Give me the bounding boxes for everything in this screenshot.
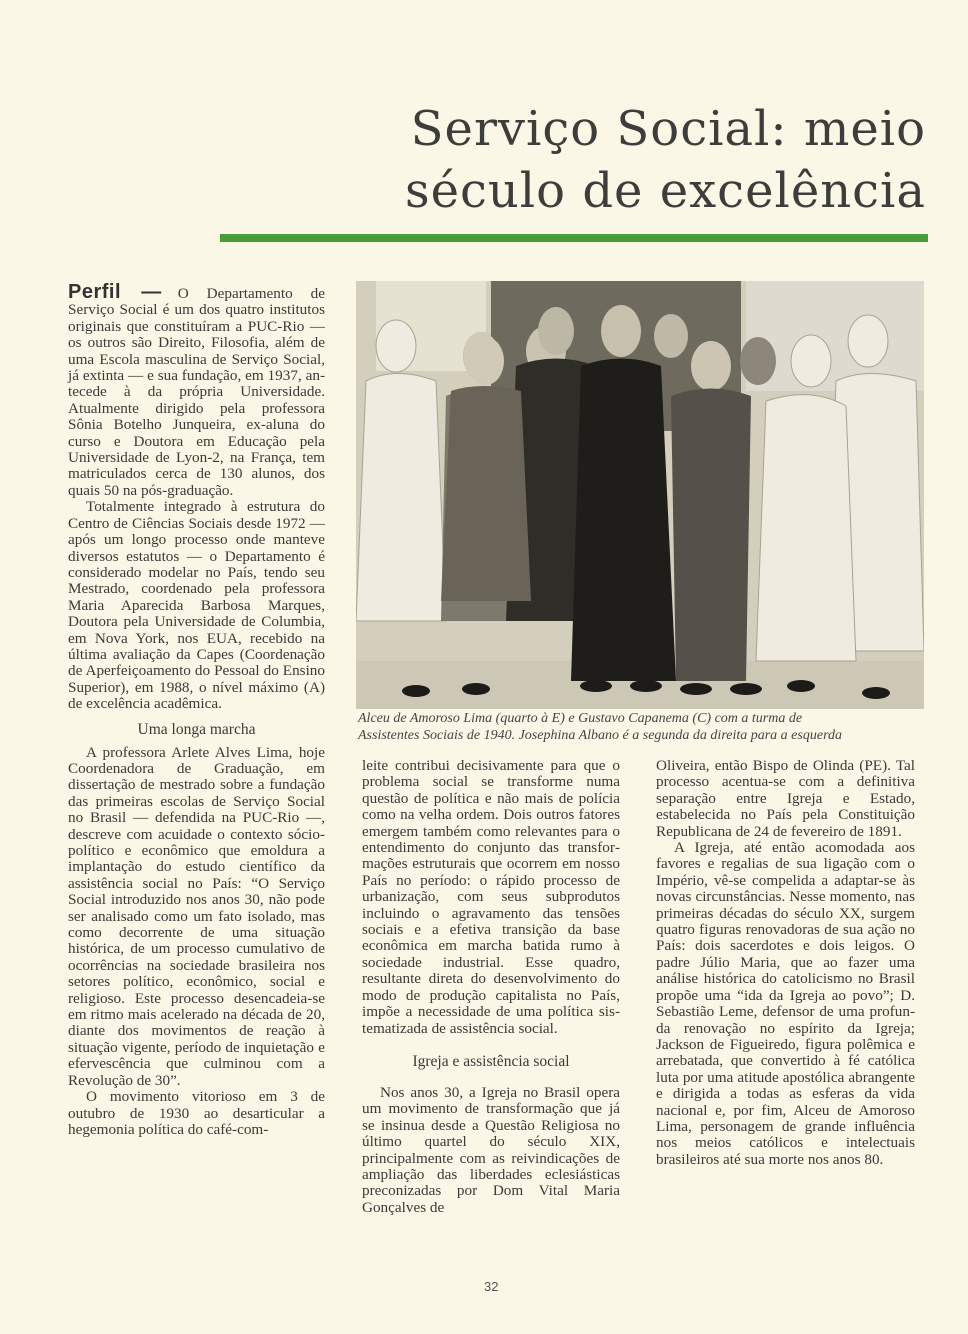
paragraph: Totalmente integrado à estrutura do Centro de Ciências Sociais desde 1972 — após um longo processo onde manteve diversos estatutos — o Departamento é considerado modelar no País, tendo seu Mestrado, coordenado pela professora Maria Aparecida Barbosa Marques, Doutora pela Universidade de Columbia, em Nova York, nos EUA, recebido na última avaliação da Capes (Coordenação de Aperfeiçoamento do Pessoal do Ensino Superior), em 1988, o nível máximo (A) de excelência acadêmica. [68,498,325,713]
paragraph: A professora Arlete Alves Lima, hoje Coordenadora de Graduação, em dissertação de mestrado sobre a fundação das primeiras escolas de Serviço Social no Brasil — defendida na PUC-Rio —, descreve com acuidade o contexto sócio-político e econômico que emoldura a implantação do estudo científico da assistência social no País: “O Serviço Social introduzido nos anos 30, não pode ser analisado como um fato isolado, mas como decorrente de uma situação histórica, de um processo cumulativo de ocorrências na sociedade brasileira nos setores político, econômico, social e religioso. Este processo desencadeia-se em ritmo mais acelerado na década de 20, diante dos movimentos de reação à situação vigente, período de inquietação e efervescência que culminou com a Revolução de 30”. [68,743,325,1089]
caption-line-1: Alceu de Amoroso Lima (quarto à E) e Gustavo Capanema (C) com a turma de [358,711,803,726]
paragraph-text: O Departamento de Serviço Social é um dos quatro institutos originais que constituíram a PUC-Rio — os outros são Direito, Filosofia, além de uma Escola masculina de Serviço Social, já extinta — e sua fundação, em 1937, antecede à da própria Universidade. Atualmente dirigido pela professora Sônia Botelho Junqueira, ex-aluna do curso e Doutora em Educação pela Universidade de Lyon-2, na França, tem matriculados cerca de 130 alunos, dos quais 50 na pós-graduação. [68,285,326,499]
page-number: 32 [484,1279,499,1294]
subheading: Uma longa marcha [137,720,256,738]
article-title [405,98,926,222]
photo-caption [358,710,928,744]
title-divider [220,234,928,242]
paragraph: leite contribui decisivamente para que o problema social se transforme numa questão de política e não mais de polícia como na velha ordem. Dois outros fatores emergem também como relevantes para o entendimento do conjunto das transformações estruturais que ocorrem em nosso País no período: o rápido processo de urbanização, com seus subprodutos incluindo o agravamento das tensões sociais e a efetiva transição da base econômica em marcha batida rumo à sociedade industrial. Esse quadro, resultante direta do desenvolvimento do modo de produção capitalista no País, impõe a necessidade de uma política sistematizada de assistência social. [362,757,620,1037]
caption-line-2: Assistentes Sociais de 1940. Josephina Albano é a segunda da direita para a esquerda [358,728,842,743]
column-2 [362,758,620,1216]
article-title-line-2: século de excelência [404,163,926,219]
column-3 [656,758,915,1168]
article-title-line-1: Serviço Social: meio [410,101,926,157]
paragraph: O movimento vitorioso em 3 de outubro de 1930 ao desarticular a hegemonia política do café-com- [68,1088,325,1138]
photo-illustration [356,281,924,709]
section-lead-label: Perfil — [68,281,162,303]
paragraph: Nos anos 30, a Igreja no Brasil opera um movimento de transformação que já se insinua desde a Questão Religiosa no último quartel do século XIX, principalmente com as reivindicações de ampliação das liberdades eclesiásticas preconizadas por Dom Vital Maria Gonçalves de [362,1083,620,1216]
subheading: Igreja e assistência social [412,1052,570,1070]
paragraph: Oliveira, então Bispo de Olinda (PE). Tal processo acentua-se com a definitiva separação entre Igreja e Estado, estabelecida no País pela Constituição Republicana de 24 de fevereiro de 1891. [656,757,915,840]
paragraph: A Igreja, até então acomodada aos favores e regalias de sua ligação com o Império, vê-se compelida a adaptar-se às novas circunstâncias. Nesse momento, nas primeiras décadas do século XX, surgem quatro figuras renovadoras de sua ação no País: dois sacerdotes e dois leigos. O padre Júlio Maria, que ao fazer uma análise histórica do catolicismo no Brasil propõe uma “ida da Igreja ao povo”; D. Sebastião Leme, defensor de uma profunda renovação no espírito da Igreja; Jackson de Figueiredo, figura polêmica e arrebatada, que convertido à fé católica luta por uma atitude apostólica abrangente e dirigida a todas as esferas da vida nacional e, por fim, Alceu de Amoroso Lima, personagem de grande influência nos meios católicos e intelectuais brasileiros até sua morte nos anos 80. [656,839,915,1168]
column-1 [68,281,326,1138]
group-photo [356,281,924,709]
paragraph [68,281,326,499]
